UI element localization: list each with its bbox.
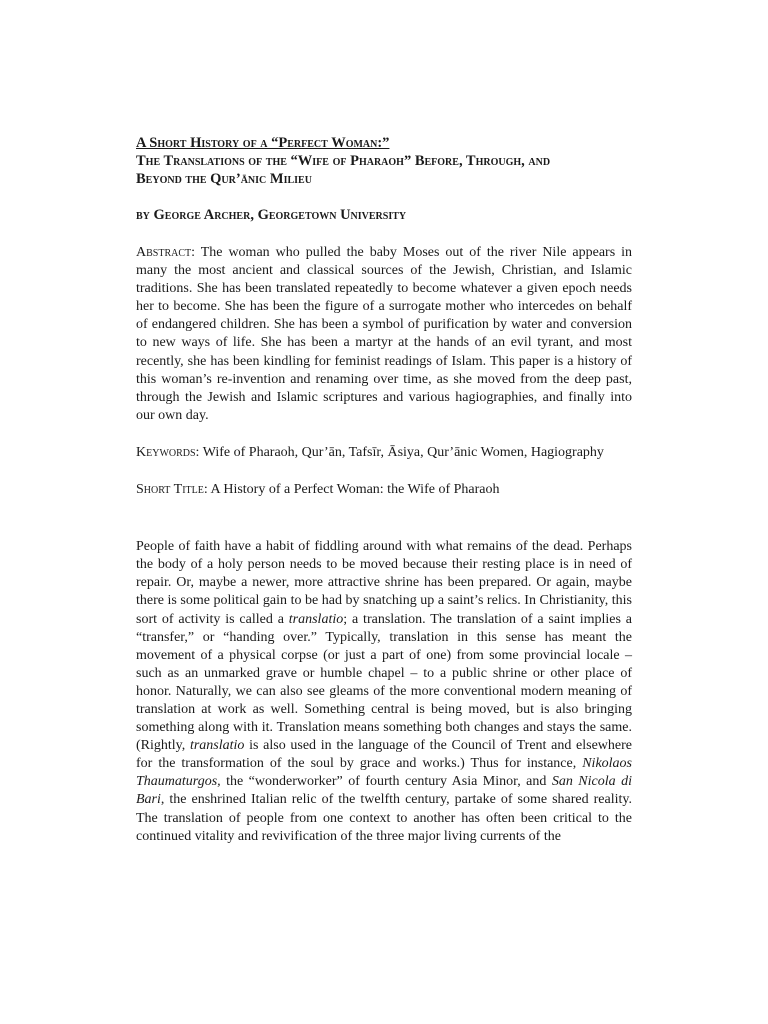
body-segment: is also used in the language of the Council of Trent and elsewhere for the transformation of the soul by grace and works.) Thus for instance,: [136, 738, 632, 772]
author-byline: by George Archer, Georgetown University: [136, 207, 407, 223]
paper-content: [136, 134, 632, 846]
short-title-label: Short Title:: [136, 482, 208, 498]
keywords-text: Wife of Pharaoh, Qur’ān, Tafsīr, Āsiya, Qur’ānic Women, Hagiography: [199, 444, 604, 460]
short-title-text: A History of a Perfect Woman: the Wife of Pharaoh: [207, 482, 500, 498]
body-segment: the “wonderworker” of fourth century Asia Minor, and: [220, 774, 552, 790]
paper-title: [136, 134, 632, 188]
keywords-label: Keywords:: [136, 444, 200, 460]
body-segment: ; a translation. The translation of a saint implies a “transfer,” or “handing over.” Typically, translation in this sense has meant the movement of a physical corpse (or just a part of one) from some provincial locale – such as an unmarked grave or humble chapel – to a public shrine or other place of honor. Naturally, we can also see gleams of the more conventional modern meaning of translation at work as well. Something central is being moved, but is also bringing something along with it. Translation means something both changes and stays the same. (Rightly,: [136, 611, 633, 754]
body-segment: , the enshrined Italian relic of the twelfth century, partake of some shared reality. The translation of people from one context to another has often been critical to the continued vitality and revivification of the three major living currents of the: [136, 792, 632, 844]
body-paragraph: [136, 538, 632, 846]
body-emphasis: Nikolaos Thaumaturgos,: [136, 756, 632, 790]
title-line-2: The Translations of the “Wife of Pharaoh” Before, Through, and: [136, 153, 551, 169]
keywords-paragraph: [136, 444, 632, 462]
title-line-1: A Short History of a “Perfect Woman:”: [136, 135, 390, 151]
body-emphasis: translatio: [288, 611, 344, 627]
abstract-text: The woman who pulled the baby Moses out of the river Nile appears in many the most ancient and classical sources of the Jewish, Christian, and Islamic traditions. She has been translated repeatedly to become whatever a given epoch needs her to become. She has been the figure of a surrogate mother who intercedes on behalf of endangered children. She has been a symbol of purification by water and conversion to new ways of life. She has been a martyr at the hands of an evil tyrant, and most recently, she has been kindling for feminist readings of Islam. This paper is a history of this woman’s re-invention and renaming over time, as she moved from the deep past, through the Jewish and Islamic scriptures and various hagiographies, and finally into our own day.: [136, 245, 632, 423]
abstract-label: Abstract:: [136, 245, 196, 260]
body-emphasis: translatio: [189, 738, 245, 754]
body-emphasis: San Nicola di Bari: [136, 774, 632, 808]
short-title-paragraph: [136, 481, 632, 499]
title-line-3: Beyond the Qur’ānic Milieu: [136, 171, 312, 187]
abstract-paragraph: [136, 244, 632, 425]
body-segment: People of faith have a habit of fiddling around with what remains of the dead. Perhaps the body of a holy person needs to be moved because their resting place is in need of repair. Or, maybe a newer, more attractive shrine has been prepared. Or again, maybe there is some political gain to be had by snatching up a saint’s relics. In Christianity, this sort of activity is called a: [136, 539, 632, 627]
